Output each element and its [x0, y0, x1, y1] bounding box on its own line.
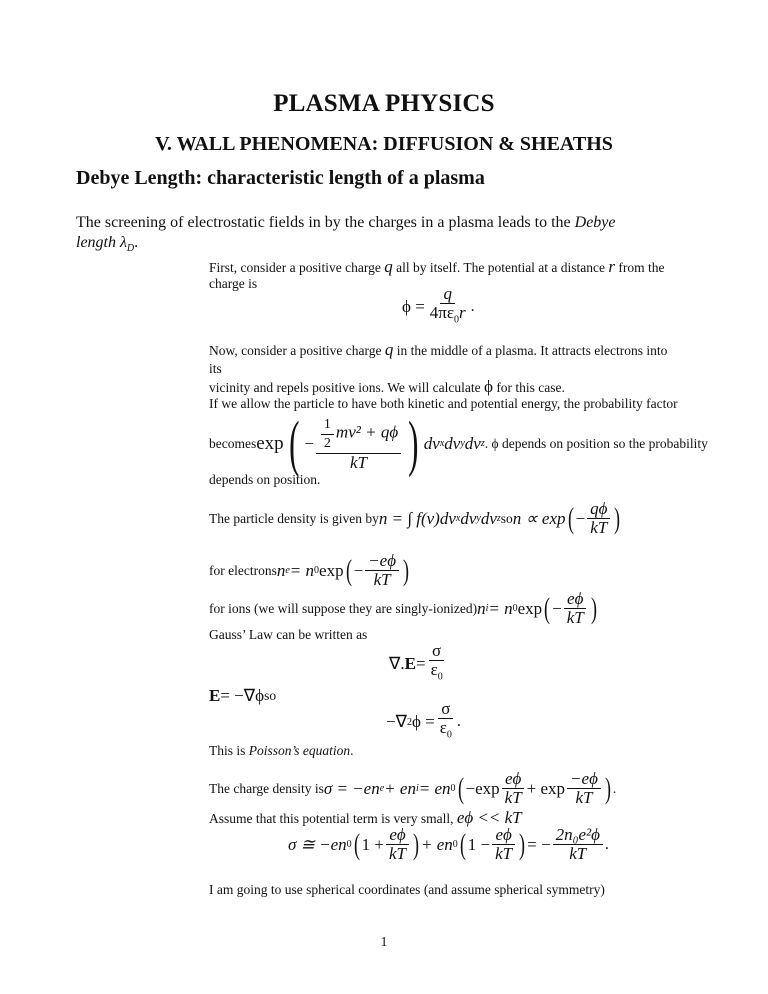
intro-paragraph: The screening of electrostatic fields in by the charges in a plasma leads to the Debye length $\lambda_D$. [76, 214, 616, 255]
equation-coulomb-potential: ϕ = $\frac{q}{4\pi\varepsilon_0r}$ . [402, 284, 475, 326]
paragraph-charge-in-plasma: Now, consider a positive charge q in the middle of a plasma. It attracts electrons into its vicinity and repels positive ions. We will calculate ϕ for this case. [209, 340, 668, 396]
equation-gauss-law: ∇. E = $\frac{\sigma}{\varepsilon_0}$ [389, 641, 443, 683]
page-number: 1 [380, 934, 388, 949]
paragraph-probability-intro: If we allow the particle to have both kinetic and potential energy, the probability factor [209, 396, 678, 411]
equation-linearized-charge-density: σ ≅ −en 0 ( 1 + $\frac{e\phi}{kT}$ ) + en 0 ( 1 − $\frac{e\phi}{kT}$ ) = − $\frac{\text{2n₀e²ϕ}}{kT}$ . [288, 825, 609, 863]
equation-electron-density: for electrons n e = n 0 exp ( − $\frac{-e\phi}{kT}$ ) [209, 551, 409, 589]
paragraph-poisson-note: This is Poisson’s equation. [209, 743, 354, 758]
paragraph-gauss-law: Gauss’ Law can be written as [209, 627, 368, 642]
chapter-heading: V. WALL PHENOMENA: DIFFUSION & SHEATHS [155, 133, 613, 155]
equation-poisson: −∇ 2 ϕ = $\frac{\sigma}{\varepsilon_0}$ . [386, 699, 461, 741]
equation-charge-density: The charge density is σ = −en e + en i = en 0 ( −exp $\frac{e\phi}{kT}$ + exp $\frac{-e\phi}{kT}$ ) . [209, 769, 617, 807]
paragraph-isolated-charge: First, consider a positive charge q all by itself. The potential at a distance r from the charge is [209, 257, 665, 291]
equation-ion-density: for ions (we will suppose they are singly-ionized) n i = n 0 exp ( − $\frac{e\phi}{kT}$ ) [209, 589, 597, 627]
equation-particle-density: The particle density is given by n = ∫ f(v)dv x dv y dv z so n ∝ exp ( − $\frac{q\phi}{kT}$ ) [209, 499, 621, 537]
paragraph-depends-on-position: depends on position. [209, 472, 321, 487]
equation-field-gradient: E = −∇ϕ so [209, 686, 277, 705]
paragraph-spherical-coordinates: I am going to use spherical coordinates (and assume spherical symmetry) [209, 882, 605, 897]
equation-probability-factor: becomes exp ( − $\frac{1}{2}$ mv² + qϕ kT ) dv x dv y dv z . ϕ depends on position so the probability [209, 410, 708, 478]
document-title: PLASMA PHYSICS [273, 90, 495, 117]
paragraph-small-potential: Assume that this potential term is very small, eϕ << kT [209, 808, 522, 827]
section-heading: Debye Length: characteristic length of a plasma [76, 167, 485, 189]
